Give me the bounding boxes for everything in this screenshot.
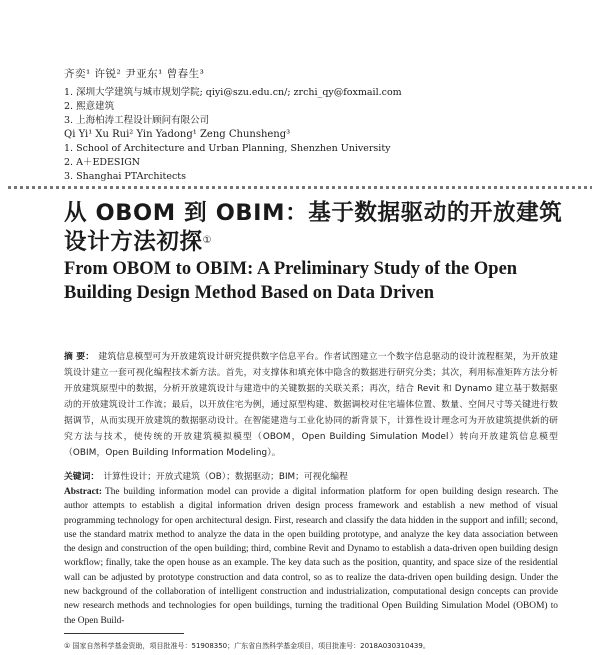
- title-en: From OBOM to OBIM: A Preliminary Study of the Open Building Design Method Based on Data Driven: [64, 259, 518, 303]
- abstract-cn-label: 摘 要：: [64, 352, 95, 362]
- keywords-cn-label: 关键词：: [64, 472, 100, 482]
- title-cn-line2: 设计方法初探: [64, 229, 203, 255]
- affiliation-cn-3: 3. 上海柏涛工程设计顾问有限公司: [64, 115, 210, 126]
- keywords-cn-text: 计算性设计；开放式建筑（OB）；数据驱动；BIM；可视化编程: [103, 472, 348, 482]
- abstract-en: [64, 485, 558, 628]
- title-footnote-mark: ①: [202, 235, 213, 246]
- affiliation-cn-1: 1. 深圳大学建筑与城市规划学院; qiyi@szu.edu.cn/; zrchi_qy@foxmail.com: [64, 87, 402, 98]
- affiliation-en-1: 1. School of Architecture and Urban Planning, Shenzhen University: [64, 143, 391, 154]
- affiliation-en-2: 2. A＋EDESIGN: [64, 157, 141, 168]
- abstract-cn: [64, 349, 558, 461]
- abstract-en-label: Abstract:: [64, 487, 103, 497]
- footnote-rule: [64, 633, 184, 634]
- footnote: ① 国家自然科学基金资助，项目批准号：51908350；广东省自然科学基金项目，项目批准号：2018A030310439。: [64, 642, 430, 650]
- title-cn-line1: 从 OBOM 到 OBIM：基于数据驱动的开放建筑: [64, 200, 563, 226]
- authors-en: Qi Yi¹ Xu Rui² Yin Yadong¹ Zeng Chunsheng³: [64, 129, 291, 140]
- affiliation-en-3: 3. Shanghai PTArchitects: [64, 171, 186, 182]
- abstract-en-text: The building information model can provide a digital information platform for open building design research. The author attempts to establish a digital information driven design process framework and establish a new method of visual programming technology for open architectural design. First, research and classify the data hidden in the support and infill; second, use the standard matrix method to analyze the data in the open building prototype, and analyze the key data association between the design and construction of the open building; third, combine Revit and Dynamo to establish a data-driven open building design workflow; finally, take the open house as an example. The key data such as the position, quantity, and space size of the residential wall can be adjusted by prototype construction and data control, so as to realize the data-driven open building design. Under the new background of the collaboration of intelligent construction and industrialization, computational design concepts can provide new research methods and technologies for open buildings, turning the traditional Open Building Simulation Model (OBOM) to the Open Build-: [64, 487, 558, 626]
- title-cn: [64, 199, 584, 257]
- affiliation-cn-2: 2. 熙意建筑: [64, 101, 115, 112]
- abstract-cn-text: 建筑信息模型可为开放建筑设计研究提供数字信息平台。作者试图建立一个数字信息驱动的设计流程框架，为开放建筑设计建立一套可视化编程技术新方法。首先，对支撑体和填充体中隐含的数据进行研究分类；其次，利用标准矩阵方法分析开放建筑原型中的数据，分析开放建筑设计与建造中的关键数据的关联关系；再次，结合 Revit 和 Dynamo 建立基于数据驱动的开放建筑设计工作流；最后，以开放住宅为例，通过原型构建、数据调校对住宅墙体位置、数量、空间尺寸等关键进行数据调节，从而实现开放建筑的数据驱动设计。在智能建造与工业化协同的新背景下，计算性设计理念可为开放建筑提供新的研究方法与技术，使传统的开放建筑模拟模型（OBOM，Open Building Simulation Model）转向开放建筑信息模型（OBIM，Open Building Information Modeling）。: [64, 352, 558, 458]
- keywords-cn: [64, 470, 558, 484]
- authors-cn: 齐奕¹ 许锐² 尹亚东¹ 曾春生³: [64, 68, 205, 80]
- header-divider: [8, 186, 592, 189]
